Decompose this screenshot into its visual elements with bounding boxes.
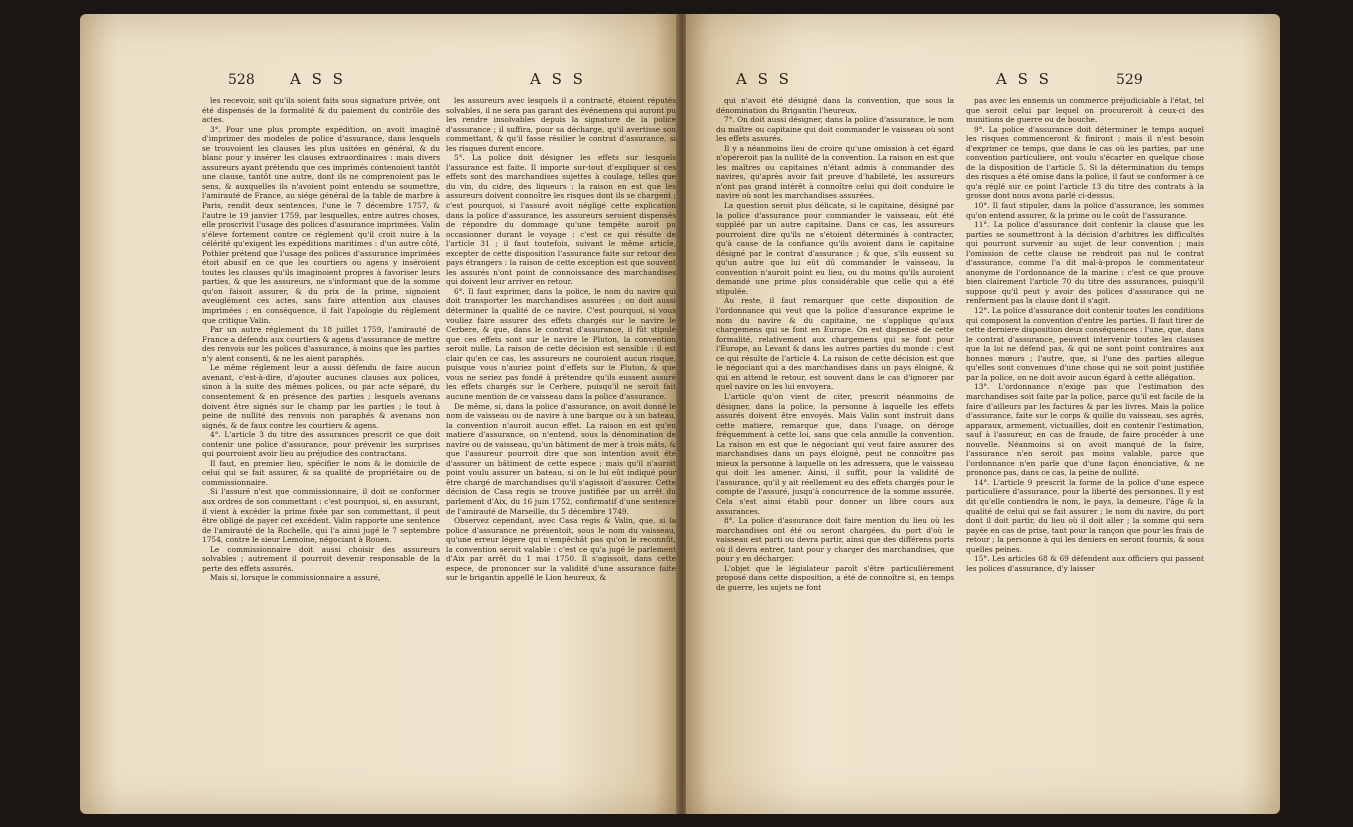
paragraph: Il y a néanmoins lieu de croire qu'une omission à cet égard n'opéreroit pas la nullité de la convention. La raison en est que les maîtres ou capitaines n'étant admis à commander des navires, qu'après avoir fait preuve d'habileté, les assureurs n'ont pas grand intérêt à connoître celui qui doit conduire le navire où sont les marchandises assurées. <box>716 143 954 201</box>
open-book <box>80 14 1280 819</box>
paragraph: Mais si, lorsque le commissionnaire a assuré, <box>210 573 381 583</box>
paragraph: 8°. La police d'assurance doit faire mention du lieu où les marchandises ont été ou seront chargées, du port d'où le vaisseau est parti ou devra partir, ainsi que des différens ports où il devra entrer, tant pour y charger des marchandises, que pour y en décharger. <box>716 516 954 564</box>
paragraph: Le même réglement leur a aussi défendu de faire aucun avenant, c'est-à-dire, d'ajouter aucunes clauses aux polices, sinon à la suite des mêmes polices, ou par acte séparé, du consentement & en présence des parties ; lesquels avenans doivent être signés sur le champ par les parties ; le tout à peine de nullité des renvois non paraphés & avenans non signés, & de faux contre les courtiers & agens. <box>202 363 440 430</box>
paragraph: 7°. On doit aussi désigner, dans la police d'assurance, le nom du maître ou capitaine qui doit commander le vaisseau où sont les effets assurés. <box>716 115 954 144</box>
paragraph: L'objet que le législateur paroît s'être particulièrement proposé dans cette disposition, a été de connoître si, en temps de guerre, les sujets ne font <box>716 563 954 592</box>
paragraph: 5°. La police doit désigner les effets sur lesquels l'assurance est faite. Il importe sur-tout d'expliquer si ces effets sont des marchandises sujettes à coulage, telles que du vin, du cidre, des liqueurs : la raison en est que les assureurs doivent connoître les risques dont ils se chargent ; c'est pourquoi, si l'assuré avoit négligé cette explication dans la police d'assurance, les assureurs seroient dispensés de répondre du dommage qu'une tempête auroit pu occasionner durant le voyage : c'est ce qui résulte de l'article 31 ; il faut toutefois, suivant le même article, excepter de cette disposition l'assurance faite sur retour des pays étrangers : la raison de cette exception est que souvent les assurés n'ont point de connoissance des marchandises qui doivent leur arriver en retour. <box>446 153 676 287</box>
paragraph: 9°. La police d'assurance doit déterminer le temps auquel les risques commenceront & finiront ; mais il n'est besoin d'exprimer ce temps, que dans le cas où les parties, par une convention particuliere, ont voulu s'écarter en quelque chose de la disposition de l'article 5. Si la détermination du temps des risques a été omise dans la police, il faut se conformer à ce qu'a réglé sur ce point l'article 13 du titre des contrats à la grosse dont nous avons parlé ci-dessus. <box>966 124 1204 201</box>
paragraph: les recevoir, soit qu'ils soient faits sous signature privée, ont été dispensés de la formalité & du paiement du contrôle des actes. <box>202 96 440 125</box>
paragraph: pas avec les ennemis un commerce préjudiciable à l'état, tel que seroit celui par lequel on procureroit à ceux-ci des munitions de guerre ou de bouche. <box>966 96 1204 125</box>
paragraph: 15°. Les articles 68 & 69 défendent aux officiers qui passent les polices d'assurance, d'y laisser <box>966 554 1204 573</box>
paragraph: Par un autre réglement du 18 juillet 1759, l'amirauté de France a défendu aux courtiers & agens d'assurance de mettre des renvois sur les polices d'assurance, à moins que les parties n'y aient consenti, & ne les aient paraphés. <box>202 325 440 363</box>
paragraph: L'article qu'on vient de citer, prescrit néanmoins de désigner, dans la police, la personne à laquelle les effets assurés doivent être envoyés. Mais Valin sont instruit dans cette matiere, remarque que, dans l'usage, on déroge fréquemment à cette loi, sans que cela annulle la convention. La raison en est que le négociant qui veut faire assurer des marchandises dans un pays éloigné, peut ne connoître pas mieux la personne à laquelle on les adressera, que le vaisseau qui doit les amener. Ainsi, il suffit, pour la validité de l'assurance, qu'il y ait réellement eu des effets chargés pour le compte de l'assuré, jusqu'à concurrence de la somme assurée. Cela s'est ainsi établi pour donner un libre cours aux assurances. <box>716 391 954 516</box>
paragraph: 4°. L'article 3 du titre des assurances prescrit ce que doit contenir une police d'assurance, pour prévenir les surprises qui pourroient avoir lieu au préjudice des contractans. <box>202 430 440 459</box>
paragraph: qui n'avoit été désigné dans la convention, que sous la dénomination du Brigantin l'heureux. <box>716 96 954 115</box>
left-column-1 <box>202 96 440 801</box>
left-column-2 <box>446 96 676 801</box>
right-page <box>686 14 1280 814</box>
paragraph: Si l'assuré n'est que commissionnaire, il doit se conformer aux ordres de son commettant : c'est pourquoi, si, en assurant, il vient à excéder la prime fixée par son commettant, il peut être obligé de payer cet excédent. Valin rapporte une sentence de l'amirauté de la Rochelle, qui l'a ainsi jugé le 7 septembre 1754, contre le sieur Lemoine, négociant à Rouen. <box>202 487 440 545</box>
left-page <box>80 14 678 814</box>
paragraph: 13°. L'ordonnance n'exige pas que l'estimation des marchandises soit faite par la police, parce qu'il est facile de la faire d'ailleurs par les factures & par les livres. Mais la police d'assurance, faite sur le corps & quille du vaisseau, ses agrès, apparaux, armement, victuailles, doit en contenir l'estimation, sauf à l'assureur, en cas de fraude, de faire procéder à une nouvelle. Néanmoins si on avoit manqué de la faire, l'assurance n'en seroit pas moins valable, parce que l'ordonnance n'en parle que d'une façon énonciative, & ne prononce pas, dans ce cas, la peine de nullité. <box>966 382 1204 478</box>
right-page-number: 529 <box>1116 72 1143 88</box>
paragraph: Il faut, en premier lieu, spécifier le nom & le domicile de celui qui se fait assurer, & sa qualité de propriétaire ou de commissionnaire. <box>202 458 440 487</box>
paragraph: 11°. La police d'assurance doit contenir la clause que les parties se soumettront à la décision d'arbitres les difficultés qui pourront survenir au sujet de leur convention ; mais l'omission de cette clause ne rendroit pas nul le contrat d'assurance, comme l'a dit mal-à-propos le commentateur anonyme de l'ordonnance de la marine : c'est ce que prouve bien clairement l'article 70 du titre des assurances, puisqu'il suppose qu'il peut y avoir des polices d'assurance qui ne renferment pas la clause dont il s'agit. <box>966 220 1204 306</box>
paragraph: Au reste, il faut remarquer que cette disposition de l'ordonnance qui veut que la police d'assurance exprime le nom du navire & du capitaine, ne s'applique qu'aux chargemens qui se font en Europe. On est dispensé de cette formalité, relativement aux chargemens qui se font pour l'Europe, au Levant & dans les autres parties du monde : c'est ce qui résulte de l'article 4. La raison de cette décision est que le négociant qui a des marchandises dans un pays éloigné, & qui en attend le retour, est souvent dans le cas d'ignorer par quel navire on les lui envoyera. <box>716 296 954 392</box>
paragraph: De même, si, dans la police d'assurance, on avoit donné le nom de vaisseau ou de navire à une barque ou à un bateau, la convention n'auroit aucun effet. La raison en est qu'en matiere d'assurance, on n'entend, sous la dénomination de navire ou de vaisseau, qu'un bâtiment de mer à trois mâts, & que l'assureur pourroit dire que son intention avoit été d'assurer un bâtiment de cette espece ; mais qu'il n'auroit point voulu assurer un bateau, si on le lui eût indiqué pour être chargé de marchandises qu'il s'agissoit d'assurer. Cette décision de Casa regis se trouve justifiée par un arrêt du parlement d'Aix, du 16 juin 1752, confirmatif d'une sentence de l'amirauté de Marseille, du 5 décembre 1749. <box>446 401 676 516</box>
right-header-left: A S S <box>736 70 792 88</box>
paragraph: 10°. Il faut stipuler, dans la police d'assurance, les sommes qu'on entend assurer, & la prime ou le coût de l'assurance. <box>966 201 1204 220</box>
paragraph: 3°. Pour une plus prompte expédition, on avoit imaginé d'imprimer des modeles de police d'assurance, dans lesquels se trouvoient les clauses les plus usitées en général, & du blanc pour y insérer les clauses extraordinaires : mais divers assureurs ayant prétendu que ces imprimés contenoient tantôt une clause, tantôt une autre, dont ils ne comprenoient pas le sens, & auxquelles ils n'avoient point entendu se soumettre, l'amirauté de France, au siége général de la table de marbre à Paris, rendit deux sentences, l'une le 7 décembre 1757, & l'autre le 19 janvier 1759, par lesquelles, entre autres choses, elle proscrivit l'usage des polices d'assurance imprimées. Valin s'éleve fortement contre ce réglement qu'il croit nuire à la célérité qu'exigent les expéditions maritimes : d'un autre côté, Pothier prétend que l'usage des polices d'assurance imprimées étoit abusif en ce que les courtiers ou agens y inséroient toutes les clauses qu'ils imaginoient propres à favoriser leurs parties, & que les assureurs, ne s'informant que de la somme qu'on faisoit assurer, & du prix de la prime, signoient aveuglément ces actes, sans faire attention aux clauses imprimées ; en conséquence, il fait l'apologie du réglement que critique Valin. <box>202 124 440 325</box>
paragraph: La question seroit plus délicate, si le capitaine, désigné par la police d'assurance pour commander le vaisseau, eût été suppléé par un autre capitaine. Dans ce cas, les assureurs pourroient dire qu'ils ne s'étoient déterminés à contracter, qu'à cause de la confiance qu'ils avoient dans le capitaine désigné par le contrat d'assurance ; & que, s'ils eussent su qu'un autre que lui eût dû commander le vaisseau, la convention n'auroit point eu lieu, ou du moins qu'ils auroient demandé une prime plus considérable que celle qui a été stipulée. <box>716 201 954 296</box>
right-column-2 <box>966 96 1204 801</box>
paragraph: 6°. Il faut exprimer, dans la police, le nom du navire qui doit transporter les marchandises assurées ; on doit aussi déterminer la qualité de ce navire. C'est pourquoi, si vous vouliez faire assurer des effets chargés sur le navire le Cerbere, & que, dans le contrat d'assurance, il fût stipulé que ces effets sont sur le navire le Pluton, la convention seroit nulle. La raison de cette décision est sensible : il est clair qu'en ce cas, les assureurs ne couroient aucun risque, puisque vous n'auriez point d'effets sur le Pluton, & que vous ne seriez pas fondé à prétendre qu'ils eussent assuré les effets chargés sur le Cerbere, puisqu'il ne seroit fait aucune mention de ce vaisseau dans la police d'assurance. <box>446 286 676 401</box>
paragraph: 12°. La police d'assurance doit contenir toutes les conditions qui composent la convention d'entre les parties. Il faut tirer de cette derniere disposition deux conséquences : l'une, que, dans le contrat d'assurance, peuvent intervenir toutes les clauses que la loi ne défend pas, & qui ne sont point contraires aux bonnes mœurs ; l'autre, que, si l'une des parties allegue qu'elles sont convenues d'une chose qui ne soit point justifiée par la police, on ne doit avoir aucun égard à cette allégation. <box>966 306 1204 382</box>
paragraph: Le commissionnaire doit aussi choisir des assureurs solvables ; autrement il pourroit devenir responsable de la perte des effets assurés. <box>202 544 440 573</box>
right-header-right: A S S <box>996 70 1052 88</box>
paragraph: Observez cependant, avec Casa regis & Valin, que, si la police d'assurance ne présentoit, sous le nom du vaisseau, qu'une erreur légere qui n'empêchât pas qu'on le reconnût, la convention seroit valable : c'est ce qu'a jugé le parlement d'Aix par arrêt du 1 mai 1750. Il s'agissoit, dans cette espece, de prononcer sur la validité d'une assurance faite sur le brigantin appellé le Lion heureux, & <box>446 516 676 583</box>
left-header-left: A S S <box>290 70 346 88</box>
left-header-right: A S S <box>530 70 586 88</box>
right-column-1 <box>716 96 954 801</box>
paragraph: les assureurs avec lesquels il a contracté, étoient réputés solvables, il ne sera pas garant des événemens qui auront pu les rendre insolvables depuis la signature de la police d'assurance ; il suffira, pour sa décharge, qu'il avertisse son commettant, & qu'il fasse résilier le contrat d'assurance, si les risques durent encore. <box>446 96 676 153</box>
left-page-number: 528 <box>228 72 255 88</box>
paragraph: 14°. L'article 9 prescrit la forme de la police d'une espece particuliere d'assurance, pour la liberté des personnes. Il y est dit qu'elle contiendra le nom, le pays, la demeure, l'âge & la qualité de celui qui se fait assurer ; le nom du navire, du port dont il doit partir, du lieu où il doit aller ; la somme qui sera payée en cas de prise, tant pour la rançon que pour les frais de retour ; la personne à qui les deniers en seront fournis, & sous quelles peines. <box>966 477 1204 554</box>
